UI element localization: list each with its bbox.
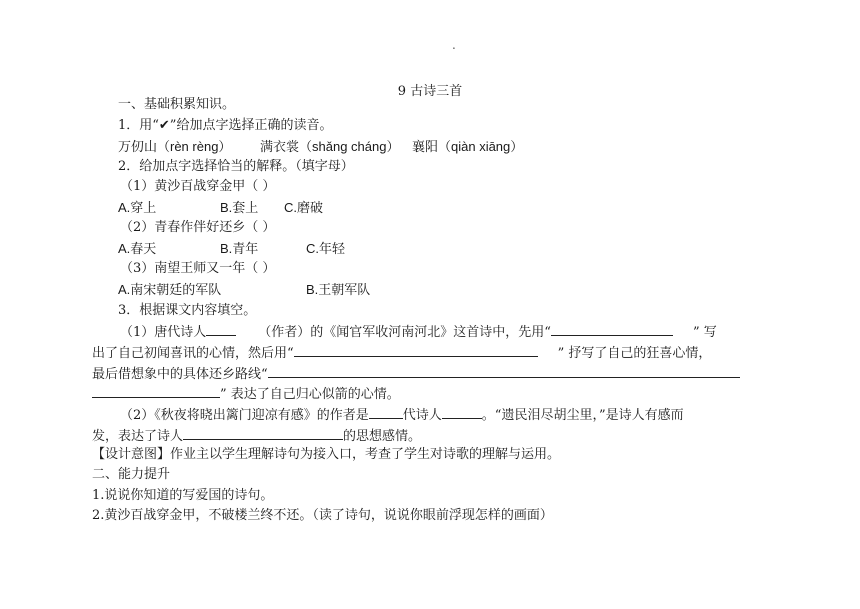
q3-p2-text-e: 的思想感情。 bbox=[343, 429, 422, 444]
section2-q2: 2.黄沙百战穿金甲，不破楼兰终不还。（读了诗句，说说你眼前浮现怎样的画面） bbox=[92, 508, 553, 523]
section1-heading: 一、基础积累知识。 bbox=[118, 97, 236, 112]
blank-author[interactable] bbox=[442, 405, 482, 419]
section2-q1: 1.说说你知道的写爱国的诗句。 bbox=[92, 488, 274, 503]
q3-p2-text-d: 发，表达了诗人 bbox=[92, 429, 184, 444]
q3-p2-text-a: （2）《秋夜将晓出篱门迎凉有感》的作者是 bbox=[120, 408, 369, 423]
q2-stem: 2．给加点字选择恰当的解释。（填字母） bbox=[118, 159, 354, 174]
page-title: 9 古诗三首 bbox=[397, 84, 463, 99]
q2-sub1-question: （1）黄沙百战穿金甲（ ） bbox=[120, 179, 276, 194]
q3-p1-line1 bbox=[120, 322, 717, 342]
q2-sub2-option-c: C.年轻 bbox=[306, 241, 346, 256]
q1-item-3: 襄阳（qiàn xiāng） bbox=[412, 139, 524, 154]
q3-stem: 3．根据课文内容填空。 bbox=[118, 303, 257, 318]
design-intent: 【设计意图】作业主以学生理解诗句为接入口，考查了学生对诗歌的理解与运用。 bbox=[92, 447, 561, 462]
q1-item-2: 满衣裳（shǎng cháng） bbox=[260, 139, 400, 154]
q2-sub1-option-a: A.穿上 bbox=[118, 200, 157, 215]
q2-sub3-option-b: B.王朝军队 bbox=[306, 282, 371, 297]
q3-p1-line4 bbox=[92, 384, 400, 404]
q3-p1-line3 bbox=[92, 364, 740, 384]
q3-p2-text-c: 。“遗民泪尽胡尘里，”是诗人有感而 bbox=[481, 408, 684, 423]
header-mark: . bbox=[452, 38, 456, 52]
q2-sub3-question: （3）南望王师又一年（ ） bbox=[120, 261, 276, 276]
blank-dynasty[interactable] bbox=[369, 405, 403, 419]
q3-p1-text-f: 最后借想象中的具体还乡路线“ bbox=[92, 367, 268, 382]
blank-route-line[interactable] bbox=[268, 364, 740, 378]
q3-p2-text-b: 代诗人 bbox=[402, 408, 442, 423]
q3-p1-text-d: 出了自己初闻喜讯的心情，然后用“ bbox=[92, 346, 294, 361]
blank-route-line-cont[interactable] bbox=[92, 384, 220, 398]
q3-p1-text-c: ” 写 bbox=[692, 325, 717, 340]
q3-p1-line2 bbox=[92, 343, 711, 363]
blank-feeling[interactable] bbox=[183, 426, 343, 440]
q2-sub2-question: （2）青春作伴好还乡（ ） bbox=[120, 220, 276, 235]
q3-p2-line2 bbox=[92, 426, 421, 446]
blank-first-line[interactable] bbox=[551, 322, 673, 336]
q3-p1-text-g: ” 表达了自己归心似箭的心情。 bbox=[220, 387, 400, 402]
blank-poet[interactable] bbox=[206, 322, 236, 336]
q2-sub2-option-b: B.青年 bbox=[220, 241, 259, 256]
section2-heading: 二、能力提升 bbox=[92, 467, 171, 482]
q1-stem: 1．用“✔”给加点字选择正确的读音。 bbox=[118, 118, 333, 133]
q2-sub1-option-c: C.磨破 bbox=[284, 200, 324, 215]
q3-p1-text-b: （作者）的《闻官军收河南河北》这首诗中，先用“ bbox=[258, 325, 551, 340]
q2-sub3-option-a: A.南宋朝廷的军队 bbox=[118, 282, 222, 297]
q1-item-1: 万仞山（rèn rèng） bbox=[118, 139, 232, 154]
q3-p1-text-e: ” 抒写了自己的狂喜心情， bbox=[557, 346, 712, 361]
q3-p1-text-a: （1）唐代诗人 bbox=[120, 325, 207, 340]
q2-sub2-option-a: A.春天 bbox=[118, 241, 157, 256]
blank-second-line[interactable] bbox=[294, 343, 538, 357]
q3-p2-line1 bbox=[120, 405, 684, 425]
q2-sub1-option-b: B.套上 bbox=[220, 200, 259, 215]
